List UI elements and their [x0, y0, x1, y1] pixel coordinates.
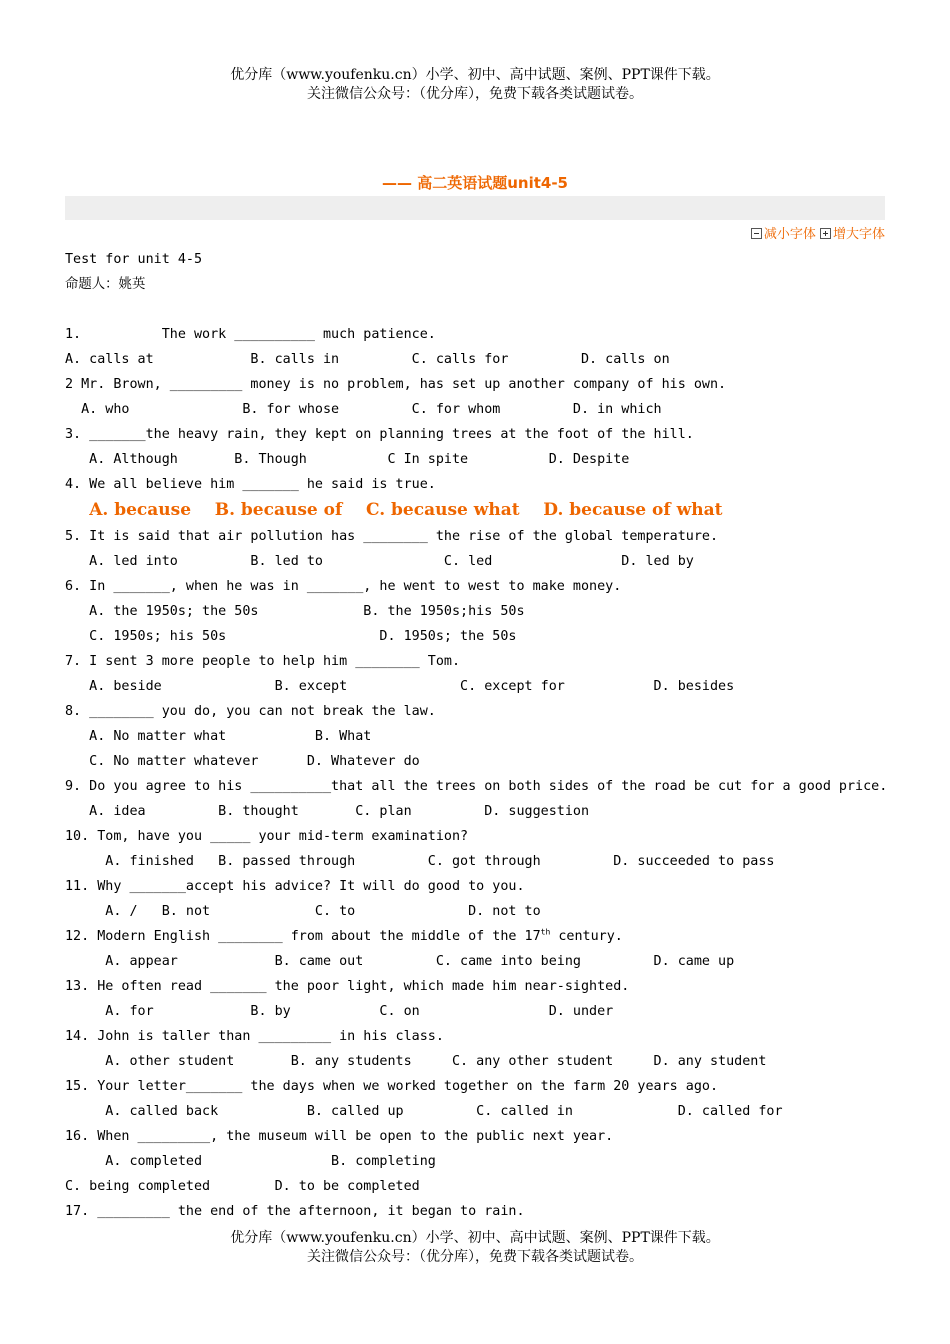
question-10-options: A. finished B. passed through C. got through D. succeeded to pass — [65, 854, 775, 869]
question-8-options-1: A. No matter what B. What — [65, 729, 372, 744]
test-title: Test for unit 4-5 — [65, 252, 203, 267]
question-12-options: A. appear B. came out C. came into being D. came up — [65, 954, 735, 969]
question-5-options: A. led into B. led to C. led D. led by — [65, 554, 694, 569]
question-7: 7. I sent 3 more people to help him ________ Tom. — [65, 654, 461, 669]
question-2: 2 Mr. Brown, _________ money is no problem, has set up another company of his own. — [65, 377, 727, 392]
header-line-2: 关注微信公众号：（优分库），免费下载各类试题试卷。 — [307, 86, 643, 102]
question-3-options: A. Although B. Though C In spite D. Despite — [65, 452, 630, 467]
question-6: 6. In _______, when he was in _______, he went to west to make money. — [65, 579, 622, 594]
question-11-options: A. / B. not C. to D. not to — [65, 904, 541, 919]
header-line-1: 优分库（www.youfenku.cn）小学、初中、高中试题、案例、PPT课件下载。 — [230, 67, 720, 83]
question-4-options-row — [65, 497, 895, 524]
footer-ad — [0, 1229, 950, 1267]
question-16: 16. When _________, the museum will be open to the public next year. — [65, 1129, 614, 1144]
question-16-options-2: C. being completed D. to be completed — [65, 1179, 420, 1194]
question-9-options: A. idea B. thought C. plan D. suggestion — [65, 804, 590, 819]
question-6-options-1: A. the 1950s; the 50s B. the 1950s;his 50s — [65, 604, 525, 619]
header-ad — [0, 66, 950, 104]
question-14: 14. John is taller than _________ in his class. — [65, 1029, 444, 1044]
footer-line-1: 优分库（www.youfenku.cn）小学、初中、高中试题、案例、PPT课件下载。 — [230, 1230, 720, 1246]
footer-line-2: 关注微信公众号：（优分库），免费下载各类试题试卷。 — [307, 1249, 643, 1265]
question-4-options: A. because B. because of C. because what D. because of what — [89, 500, 723, 520]
increase-font-label: 增大字体 — [832, 227, 885, 242]
question-1-options: A. calls at B. calls in C. calls for D. calls on — [65, 352, 670, 367]
question-12 — [65, 924, 895, 949]
question-11: 11. Why _______accept his advice? It will do good to you. — [65, 879, 525, 894]
question-10: 10. Tom, have you _____ your mid-term examination? — [65, 829, 469, 844]
question-1: 1. The work __________ much patience. — [65, 327, 436, 342]
question-13-options: A. for B. by C. on D. under — [65, 1004, 614, 1019]
font-size-controls — [751, 223, 885, 242]
question-15: 15. Your letter_______ the days when we worked together on the farm 20 years ago. — [65, 1079, 719, 1094]
question-16-options-1: A. completed B. completing — [65, 1154, 436, 1169]
question-5: 5. It is said that air pollution has ________ the rise of the global temperature. — [65, 529, 719, 544]
test-content — [65, 247, 895, 1224]
question-14-options: A. other student B. any students C. any other student D. any student — [65, 1054, 767, 1069]
question-13: 13. He often read _______ the poor light, which made him near-sighted. — [65, 979, 630, 994]
question-7-options: A. beside B. except C. except for D. besides — [65, 679, 735, 694]
test-author: 命题人：姚英 — [65, 277, 146, 292]
question-15-options: A. called back B. called up C. called in D. called for — [65, 1104, 783, 1119]
question-12-text: 12. Modern English ________ from about the middle of the 17 — [65, 929, 541, 944]
decrease-font-label: 减小字体 — [763, 227, 816, 242]
question-4: 4. We all believe him _______ he said is true. — [65, 477, 436, 492]
question-12-superscript: th — [540, 927, 551, 937]
question-8-options-2: C. No matter whatever D. Whatever do — [65, 754, 420, 769]
question-2-options: A. who B. for whose C. for whom D. in which — [65, 402, 662, 417]
minus-box-icon — [751, 228, 762, 239]
increase-font-button[interactable] — [820, 227, 885, 242]
page-title: —— 高二英语试题unit4-5 — [382, 174, 568, 192]
question-12-text-end: century. — [550, 929, 623, 944]
question-8: 8. ________ you do, you can not break the law. — [65, 704, 436, 719]
title-bar — [65, 196, 885, 220]
decrease-font-button[interactable] — [751, 227, 816, 242]
question-3: 3. _______the heavy rain, they kept on planning trees at the foot of the hill. — [65, 427, 694, 442]
plus-box-icon — [820, 228, 831, 239]
question-6-options-2: C. 1950s; his 50s D. 1950s; the 50s — [65, 629, 517, 644]
question-9: 9. Do you agree to his __________that all the trees on both sides of the road be cut for a good price. — [65, 779, 888, 794]
blank-line — [65, 297, 895, 322]
question-17: 17. _________ the end of the afternoon, it began to rain. — [65, 1204, 525, 1219]
